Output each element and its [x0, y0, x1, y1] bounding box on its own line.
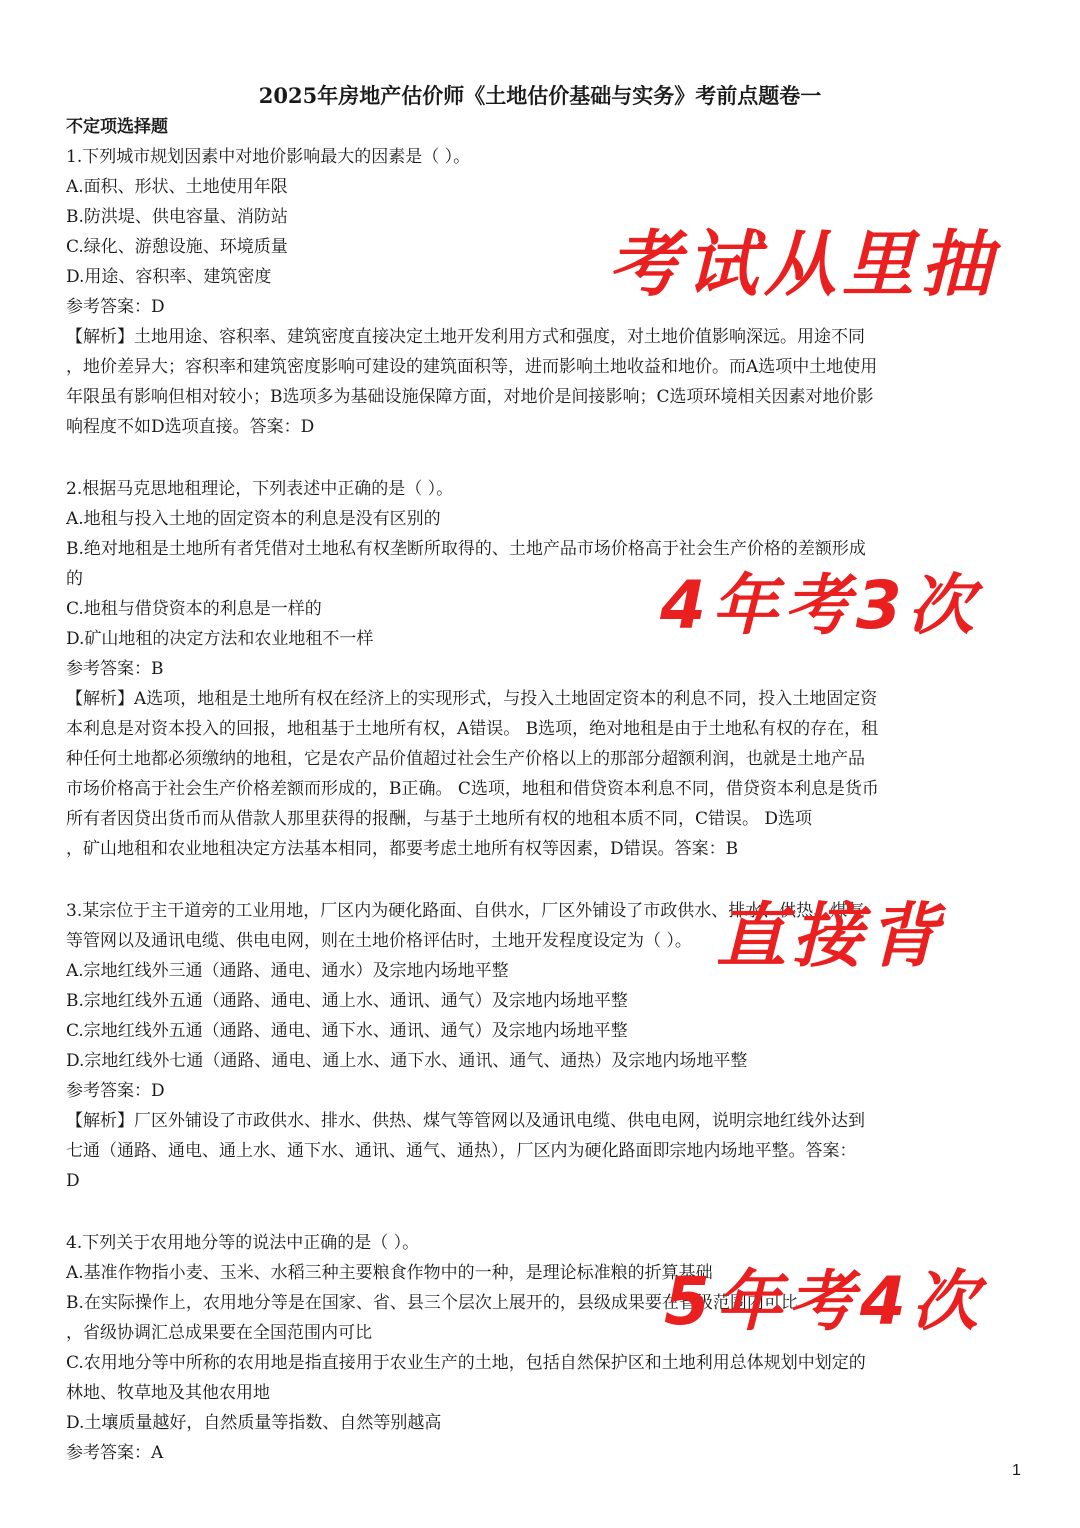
q1-stem: 1.下列城市规划因素中对地价影响最大的因素是（ ）。 [66, 147, 471, 167]
q4-option-c-cont: 林地、牧草地及其他农用地 [66, 1383, 270, 1403]
q1-option-d: D.用途、容积率、建筑密度 [66, 267, 272, 287]
q3-analysis-line: 【解析】厂区外铺设了市政供水、排水、供热、煤气等管网以及通讯电缆、供电电网，说明宗地红线外达到 [66, 1111, 865, 1131]
section-heading: 不定项选择题 [66, 117, 168, 137]
q3-answer: 参考答案：D [66, 1081, 165, 1101]
q4-option-c: C.农用地分等中所称的农用地是指直接用于农业生产的土地，包括自然保护区和土地利用总体规划中划定的 [66, 1353, 866, 1373]
q1-answer: 参考答案：D [66, 297, 165, 317]
question-2 [66, 474, 879, 864]
q3-analysis-line: 七通（通路、通电、通上水、通下水、通讯、通气、通热），厂区内为硬化路面即宗地内场地平整。答案： [66, 1141, 857, 1161]
annotation-memorize: 直接背 [716, 895, 944, 977]
q1-analysis-line: 响程度不如D选项直接。答案：D [66, 417, 315, 437]
q1-analysis-line: ，地价差异大；容积率和建筑密度影响可建设的建筑面积等，进而影响土地收益和地价。而A选项中土地使用 [66, 357, 878, 377]
q2-answer: 参考答案：B [66, 659, 164, 679]
page-title: 2025年房地产估价师《土地估价基础与实务》考前点题卷一 [258, 83, 822, 108]
q1-option-a: A.面积、形状、土地使用年限 [66, 177, 288, 197]
q3-analysis-line: D [66, 1171, 80, 1191]
q4-stem: 4.下列关于农用地分等的说法中正确的是（ ）。 [66, 1233, 420, 1253]
q2-option-b: B.绝对地租是土地所有者凭借对土地私有权垄断所取得的、土地产品市场价格高于社会生产价格的差额形成 [66, 539, 866, 559]
q4-option-b: B.在实际操作上，农用地分等是在国家、省、县三个层次上展开的，县级成果要在省级范围内可比 [66, 1293, 798, 1313]
q2-analysis-line: 种任何土地都必须缴纳的地租，它是农产品价值超过社会生产价格以上的那部分超额利润，也就是土地产品 [66, 749, 865, 769]
annotation-frequency-2: 5年考4次 [664, 1263, 984, 1340]
q1-option-c: C.绿化、游憩设施、环境质量 [66, 237, 288, 257]
q1-option-b: B.防洪堤、供电容量、消防站 [66, 207, 288, 227]
q2-analysis-line: ，矿山地租和农业地租决定方法基本相同，都要考虑土地所有权等因素，D错误。答案：B [66, 839, 739, 859]
q2-analysis-line: 所有者因贷出货币而从借款人那里获得的报酬，与基于土地所有权的地租本质不同，C错误。 D选项 [66, 809, 813, 829]
page-number: 1 [1012, 1462, 1021, 1479]
q2-stem: 2.根据马克思地租理论，下列表述中正确的是（ ）。 [66, 479, 454, 499]
q1-analysis-line: 年限虽有影响但相对较小；B选项多为基础设施保障方面，对地价是间接影响；C选项环境相关因素对地价影 [66, 387, 874, 407]
q2-option-a: A.地租与投入土地的固定资本的利息是没有区别的 [66, 509, 441, 529]
annotation-exam-source: 考试从里抽 [608, 222, 999, 306]
q3-option-a: A.宗地红线外三通（通路、通电、通水）及宗地内场地平整 [66, 961, 509, 981]
q2-option-d: D.矿山地租的决定方法和农业地租不一样 [66, 629, 374, 649]
q4-option-a: A.基准作物指小麦、玉米、水稻三种主要粮食作物中的一种，是理论标准粮的折算基础 [66, 1263, 713, 1283]
q4-answer: 参考答案：A [66, 1443, 164, 1463]
q3-stem-cont: 等管网以及通讯电缆、供电电网，则在土地价格评估时，土地开发程度设定为（ ）。 [66, 931, 692, 951]
q1-analysis-line: 【解析】土地用途、容积率、建筑密度直接决定土地开发利用方式和强度，对土地价值影响深远。用途不同 [66, 327, 865, 347]
q3-option-d: D.宗地红线外七通（通路、通电、通上水、通下水、通讯、通气、通热）及宗地内场地平整 [66, 1051, 748, 1071]
q4-option-d: D.土壤质量越好，自然质量等指数、自然等别越高 [66, 1413, 442, 1433]
q3-option-c: C.宗地红线外五通（通路、通电、通下水、通讯、通气）及宗地内场地平整 [66, 1021, 628, 1041]
q2-analysis-line: 【解析】A选项，地租是土地所有权在经济上的实现形式，与投入土地固定资本的利息不同，投入土地固定资 [66, 689, 878, 709]
q2-analysis-line: 市场价格高于社会生产价格差额而形成的，B正确。 C选项，地租和借贷资本利息不同，借贷资本利息是货币 [66, 779, 879, 799]
q2-option-b-cont: 的 [66, 569, 83, 589]
q3-option-b: B.宗地红线外五通（通路、通电、通上水、通讯、通气）及宗地内场地平整 [66, 991, 628, 1011]
q2-option-c: C.地租与借贷资本的利息是一样的 [66, 599, 322, 619]
q3-stem: 3.某宗位于主干道旁的工业用地，厂区内为硬化路面、自供水，厂区外铺设了市政供水、排水、供热、煤气 [66, 901, 865, 921]
annotation-frequency-1: 4年考3次 [660, 567, 980, 644]
q2-analysis-line: 本利息是对资本投入的回报，地租基于土地所有权，A错误。 B选项，绝对地租是由于土地私有权的存在，租 [66, 719, 879, 739]
q4-option-b-cont: ，省级协调汇总成果要在全国范围内可比 [66, 1323, 372, 1343]
